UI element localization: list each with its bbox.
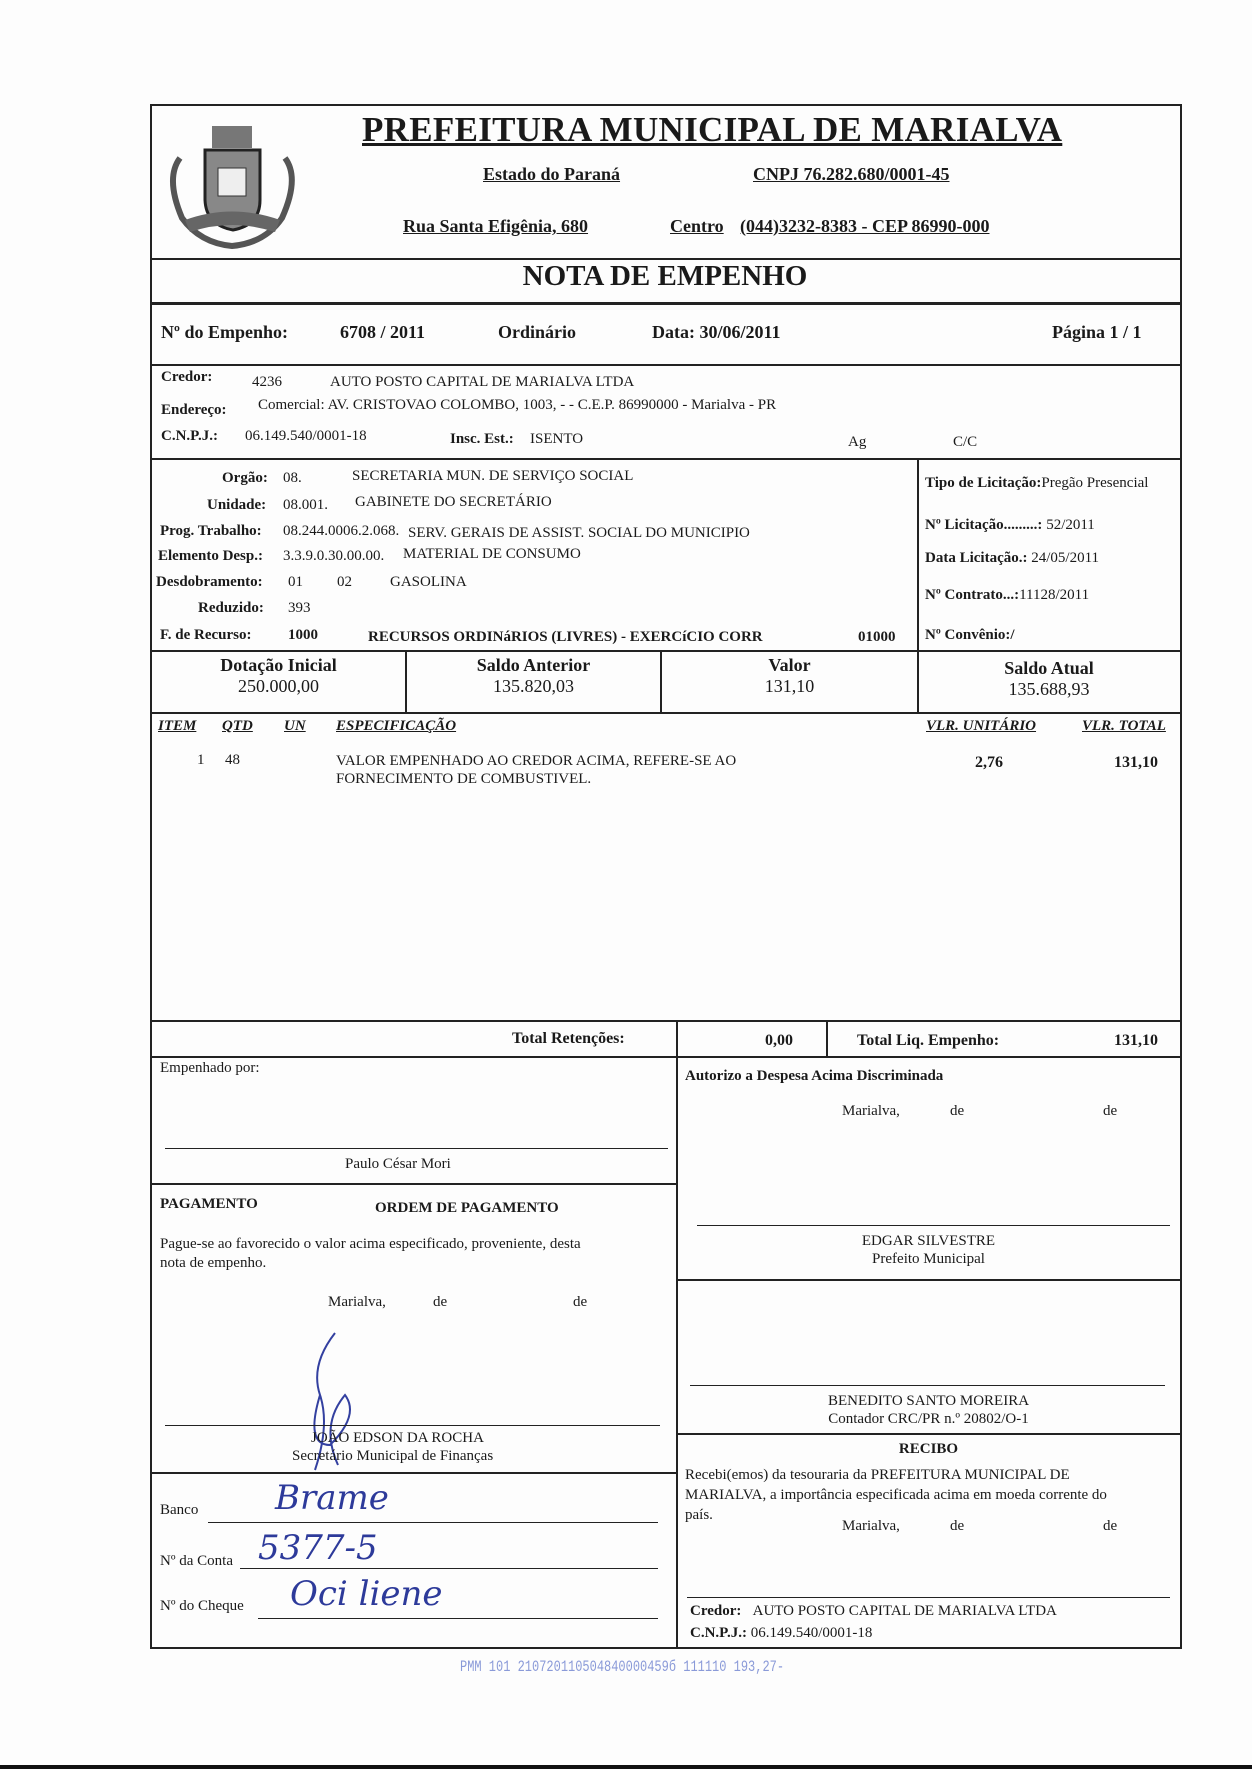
header-street: Rua Santa Efigênia, 680 — [403, 216, 589, 236]
cheque-label: Nº do Cheque — [160, 1598, 244, 1614]
credor-name: AUTO POSTO CAPITAL DE MARIALVA LTDA — [330, 374, 635, 390]
authentication-stamp: PMM 101 210720110504840000459б 111110 193,27- — [460, 1657, 785, 1677]
recibo-de-1: de — [950, 1518, 965, 1534]
cheque-value: Oci liene — [290, 1574, 443, 1614]
divider — [150, 1183, 677, 1185]
divider — [150, 364, 1180, 366]
licitacao-numero: Nº Licitação.........: 52/2011 — [925, 517, 1095, 533]
conta-label: Nº da Conta — [160, 1553, 233, 1569]
recibo-text-1: Recebi(emos) da tesouraria da PREFEITURA MUNICIPAL DE — [685, 1467, 1070, 1483]
signature-line — [690, 1385, 1165, 1386]
pague-se-text-2: nota de empenho. — [160, 1255, 267, 1271]
banco-line — [208, 1522, 658, 1523]
contador-nome: BENEDITO SANTO MOREIRA — [827, 1393, 1030, 1409]
pague-se-text: Pague-se ao favorecido o valor acima especificado, proveniente, desta — [160, 1236, 581, 1252]
signature-line — [697, 1225, 1170, 1226]
row-spec-line1: VALOR EMPENHADO AO CREDOR ACIMA, REFERE-SE AO — [336, 753, 737, 769]
convenio-numero: Nº Convênio:/ — [925, 627, 1015, 643]
divider — [150, 650, 1180, 652]
prog-name: SERV. GERAIS DE ASSIST. SOCIAL DO MUNICIPIO — [408, 525, 750, 541]
header-district: Centro — [670, 216, 724, 236]
empenhado-por-nome: Paulo César Mori — [345, 1156, 451, 1172]
divider — [150, 712, 1180, 714]
header-phone-cep: (044)3232-8383 - CEP 86990-000 — [740, 216, 990, 236]
row-qtd: 48 — [225, 752, 240, 768]
divider — [826, 1020, 828, 1056]
fonte-code: 1000 — [288, 627, 318, 643]
credor-address: Comercial: AV. CRISTOVAO COLOMBO, 1003, - - C.E.P. 86990000 - Marialva - PR — [258, 397, 777, 413]
row-spec-line2: FORNECIMENTO DE COMBUSTIVEL. — [336, 771, 592, 787]
saldo-atual: Saldo Atual 135.688,93 — [1004, 658, 1094, 699]
address-label: Endereço: — [161, 402, 227, 418]
insc-label: Insc. Est.: — [450, 431, 514, 447]
fonte-code-2: 01000 — [858, 629, 896, 645]
col-especificacao: ESPECIFICAÇÃO — [336, 718, 457, 734]
empenho-number: 6708 / 2011 — [340, 322, 426, 342]
pagamento-de-2: de — [573, 1294, 588, 1310]
divider — [150, 1020, 1180, 1022]
total-liquido-label: Total Liq. Empenho: — [857, 1032, 1000, 1049]
prefeito-nome: EDGAR SILVESTRE — [861, 1233, 996, 1249]
contador-cargo: Contador CRC/PR n.º 20802/O-1 — [828, 1411, 1029, 1427]
recibo-de-2: de — [1103, 1518, 1118, 1534]
reduzido-label: Reduzido: — [198, 600, 264, 616]
signature-line — [165, 1425, 660, 1426]
cnpj-label: C.N.P.J.: — [161, 428, 218, 444]
col-item: ITEM — [158, 718, 197, 734]
row-valor-total: 131,10 — [1114, 754, 1158, 771]
col-qtd: QTD — [222, 718, 253, 734]
recibo-text-3: país. — [685, 1507, 713, 1523]
cheque-line — [258, 1618, 658, 1619]
total-retencoes-value: 0,00 — [765, 1032, 793, 1049]
empenho-type: Ordinário — [498, 322, 577, 342]
saldo-dotacao-inicial: Dotação Inicial 250.000,00 — [220, 655, 337, 696]
desdobramento-label: Desdobramento: — [156, 574, 263, 590]
total-retencoes-label: Total Retenções: — [512, 1030, 625, 1047]
recibo-text-2: MARIALVA, a importância especificada acima em moeda corrente do — [685, 1487, 1107, 1503]
divider — [917, 460, 919, 650]
header-cnpj: CNPJ 76.282.680/0001-45 — [753, 164, 950, 184]
empenho-label: Nº do Empenho: — [161, 322, 288, 342]
orgao-name: SECRETARIA MUN. DE SERVIÇO SOCIAL — [352, 468, 634, 484]
fonte-label: F. de Recurso: — [160, 627, 252, 643]
recibo-city: Marialva, — [842, 1518, 900, 1534]
secretario-cargo: Secretário Municipal de Finanças — [292, 1448, 494, 1464]
ordem-pagamento-label: ORDEM DE PAGAMENTO — [375, 1200, 559, 1216]
insc-value: ISENTO — [530, 431, 584, 447]
divider — [150, 302, 1180, 305]
col-un: UN — [284, 718, 306, 734]
desdobramento-2: 02 — [337, 574, 352, 590]
autorizo-de-1: de — [950, 1103, 965, 1119]
prefeito-cargo: Prefeito Municipal — [872, 1251, 985, 1267]
desdobramento-name: GASOLINA — [390, 574, 467, 590]
unidade-name: GABINETE DO SECRETÁRIO — [355, 494, 552, 510]
credor-label: Credor: — [161, 369, 213, 385]
prog-label: Prog. Trabalho: — [160, 523, 262, 539]
page-number: Página 1 / 1 — [1052, 322, 1142, 342]
header-state: Estado do Paraná — [483, 164, 621, 184]
conta-line — [240, 1568, 658, 1569]
divider — [150, 1056, 1180, 1058]
fonte-name: RECURSOS ORDINáRIOS (LIVRES) - EXERCíCIO CORR — [368, 629, 763, 645]
divider — [677, 1279, 1180, 1281]
conta-value: 5377-5 — [258, 1528, 378, 1568]
document-title: NOTA DE EMPENHO — [522, 260, 808, 292]
elemento-name: MATERIAL DE CONSUMO — [403, 546, 581, 562]
orgao-code: 08. — [283, 470, 302, 486]
desdobramento-1: 01 — [288, 574, 303, 590]
cc-label: C/C — [953, 434, 978, 450]
divider — [150, 458, 1180, 460]
recibo-title: RECIBO — [898, 1441, 959, 1457]
recibo-credor: Credor: AUTO POSTO CAPITAL DE MARIALVA LTDA — [690, 1603, 1057, 1619]
divider — [150, 1472, 677, 1474]
orgao-label: Orgão: — [222, 470, 268, 486]
ag-label: Ag — [848, 434, 867, 450]
banco-label: Banco — [160, 1502, 199, 1518]
contrato-numero: Nº Contrato...:11128/2011 — [925, 587, 1090, 603]
total-liquido-value: 131,10 — [1114, 1032, 1158, 1049]
divider — [677, 1433, 1180, 1435]
empenhado-por-label: Empenhado por: — [160, 1060, 260, 1076]
autorizo-label: Autorizo a Despesa Acima Discriminada — [685, 1068, 944, 1084]
municipal-crest-icon — [160, 108, 305, 253]
autorizo-de-2: de — [1103, 1103, 1118, 1119]
scan-edge — [0, 1765, 1252, 1769]
licitacao-data: Data Licitação.: 24/05/2011 — [925, 550, 1100, 566]
banco-value: Brame — [275, 1478, 389, 1518]
signature-line — [687, 1597, 1170, 1598]
saldo-valor: Valor 131,10 — [764, 655, 815, 696]
credor-cnpj: 06.149.540/0001-18 — [245, 428, 367, 444]
pagamento-city: Marialva, — [328, 1294, 386, 1310]
elemento-code: 3.3.9.0.30.00.00. — [283, 548, 385, 564]
elemento-label: Elemento Desp.: — [158, 548, 263, 564]
row-valor-unitario: 2,76 — [975, 754, 1003, 771]
pagamento-label: PAGAMENTO — [160, 1196, 258, 1212]
divider — [676, 1020, 678, 1647]
col-valor-total: VLR. TOTAL — [1082, 718, 1166, 734]
unidade-label: Unidade: — [207, 497, 267, 513]
unidade-code: 08.001. — [283, 497, 328, 513]
pagamento-de-1: de — [433, 1294, 448, 1310]
col-valor-unitario: VLR. UNITÁRIO — [926, 718, 1037, 734]
secretario-nome: JOÃO EDSON DA ROCHA — [311, 1430, 484, 1446]
recibo-cnpj: C.N.P.J.: 06.149.540/0001-18 — [690, 1625, 873, 1641]
reduzido-value: 393 — [288, 600, 311, 616]
header-title: PREFEITURA MUNICIPAL DE MARIALVA — [362, 110, 1063, 149]
row-item: 1 — [197, 752, 205, 768]
credor-code: 4236 — [252, 374, 282, 390]
signature-line — [165, 1148, 668, 1149]
saldo-anterior: Saldo Anterior 135.820,03 — [476, 655, 591, 696]
autorizo-city: Marialva, — [842, 1103, 900, 1119]
empenho-date: Data: 30/06/2011 — [652, 322, 781, 342]
licitacao-tipo: Tipo de Licitação:Pregão Presencial — [925, 475, 1149, 491]
prog-code: 08.244.0006.2.068. — [283, 523, 400, 539]
